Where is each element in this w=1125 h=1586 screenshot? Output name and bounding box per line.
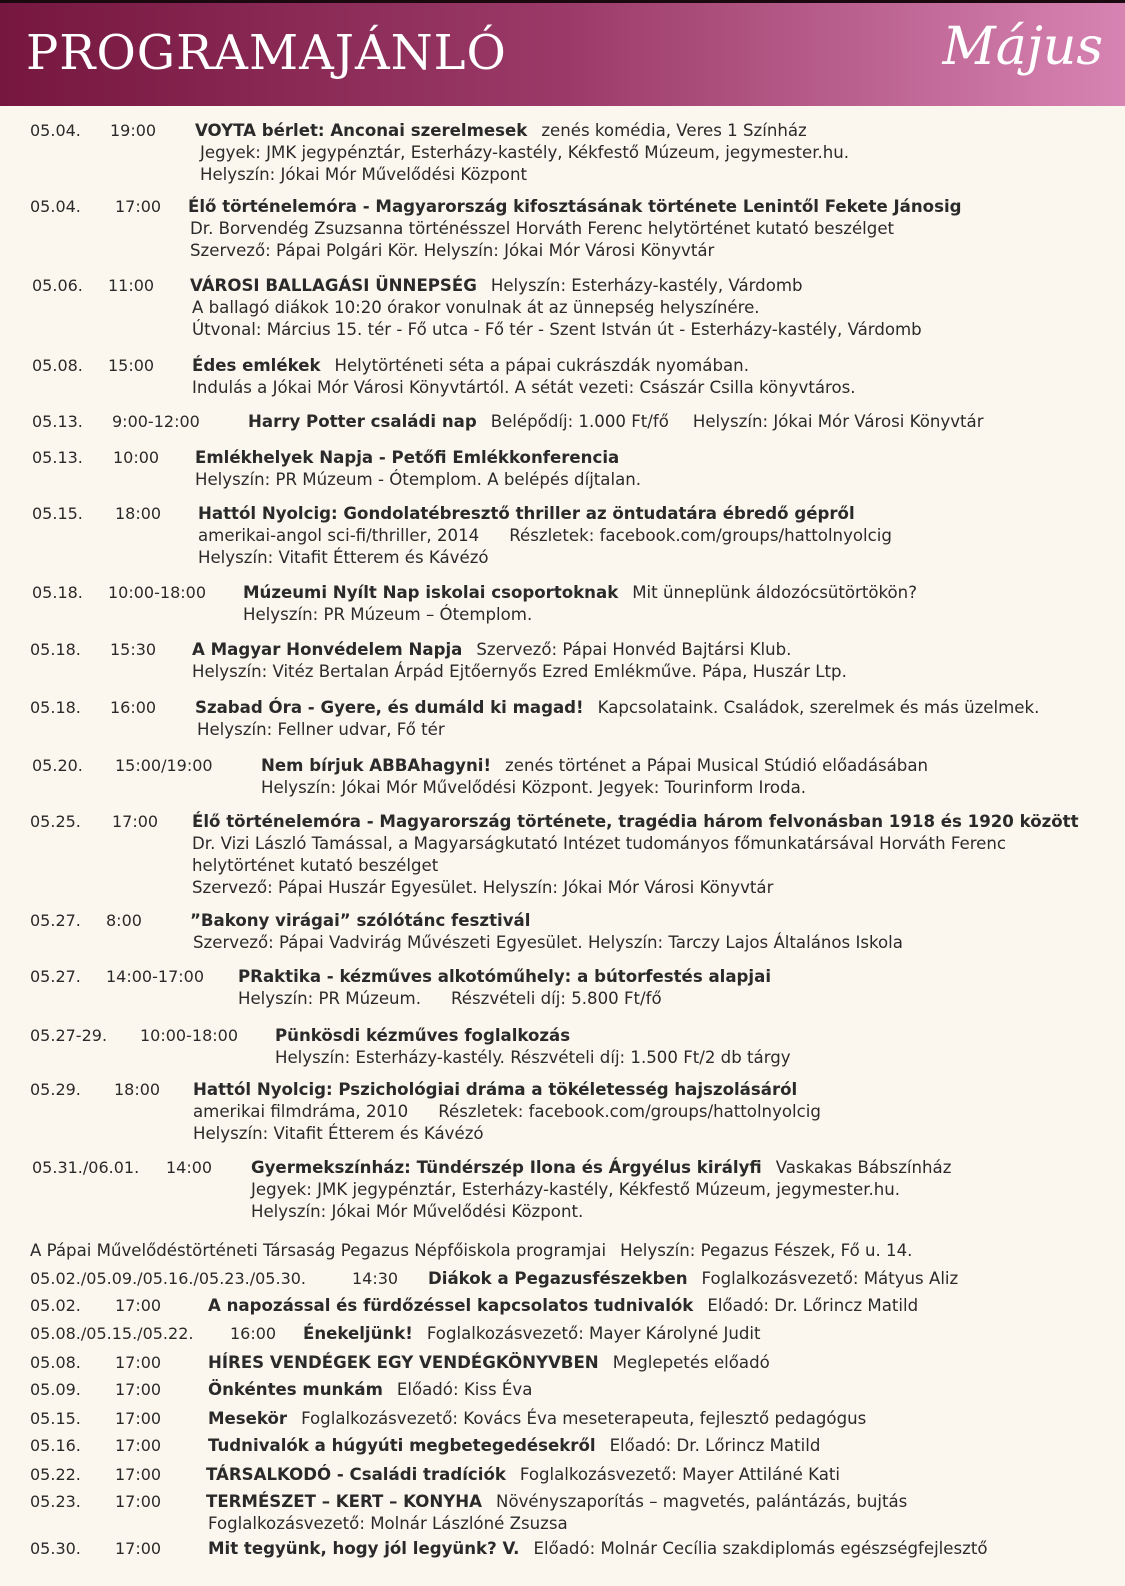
event-title: Édes emlékek [192,356,321,375]
event-date: 05.31./06.01. [32,1158,140,1177]
page-title: PROGRAMAJÁNLÓ [26,25,507,81]
pegazus-description: Foglalkozásvezető: Mayer Károlyné Judit [426,1324,761,1343]
event-date: 05.27. [30,911,81,930]
pegazus-title: TÁRSALKODÓ - Családi tradíciók [206,1465,506,1484]
pegazus-description: Előadó: Kiss Éva [396,1380,533,1399]
pegazus-date: 05.22. [30,1465,81,1484]
event-title: Hattól Nyolcig: Pszichológiai dráma a tökéletesség hajszolásáról [193,1080,798,1099]
event-title: Emlékhelyek Napja - Petőfi Emlékkonferencia [195,448,620,467]
pegazus-description: Foglalkozásvezető: Kovács Éva meseterapeuta, fejlesztő pedagógus [301,1409,867,1428]
event-detail-line: Indulás a Jókai Mór Városi Könyvtártól. A sétát vezeti: Császár Csilla könyvtáros. [192,378,856,397]
event-description: zenés történet a Pápai Musical Stúdió előadásában [505,756,929,775]
event-time: 14:00-17:00 [106,967,204,986]
event-date: 05.20. [32,756,83,775]
pegazus-time: 16:00 [230,1324,277,1343]
event-detail-line: Jegyek: JMK jegypénztár, Esterházy-kastély, Kékfestő Múzeum, jegymester.hu. [200,143,850,162]
pegazus-description: Meglepetés előadó [612,1353,770,1372]
pegazus-time: 14:30 [352,1269,399,1288]
pegazus-time: 17:00 [115,1409,162,1428]
event-date: 05.15. [32,504,83,523]
pegazus-title: Tudnivalók a húgyúti megbetegedésekről [208,1436,596,1455]
pegazus-time: 17:00 [115,1436,162,1455]
event-date: 05.25. [30,812,81,831]
pegazus-time: 17:00 [115,1296,162,1315]
event-time: 14:00 [166,1158,213,1177]
event-title: Nem bírjuk ABBAhagyni! [261,756,492,775]
pegazus-location: Helyszín: Pegazus Fészek, Fő u. 14. [620,1241,913,1260]
pegazus-heading: A Pápai Művelődéstörténeti Társaság Pegazus Népfőiskola programjai [30,1241,607,1260]
event-date: 05.18. [30,640,81,659]
pegazus-date: 05.30. [30,1539,81,1558]
pegazus-date: 05.02./05.09./05.16./05.23./05.30. [30,1269,307,1288]
pegazus-date: 05.15. [30,1409,81,1428]
pegazus-title: Mesekör [208,1409,288,1428]
pegazus-date: 05.02. [30,1296,81,1315]
event-subtitle: Helyszín: PR Múzeum. [238,989,421,1008]
pegazus-time: 17:00 [115,1380,162,1399]
event-title: VOYTA bérlet: Anconai szerelmesek [195,121,528,140]
event-detail-line: Szervező: Pápai Polgári Kör. Helyszín: Jókai Mór Városi Könyvtár [190,241,715,260]
pegazus-description: Foglalkozásvezető: Mayer Attiláné Kati [519,1465,841,1484]
header-banner [0,0,1125,106]
pegazus-description: Előadó: Dr. Lőrincz Matild [609,1436,821,1455]
pegazus-title: Diákok a Pegazusfészekben [428,1269,688,1288]
event-title: ”Bakony virágai” szólótánc fesztivál [190,911,531,930]
pegazus-time: 17:00 [115,1492,162,1511]
event-detail-line: Útvonal: Március 15. tér - Fő utca - Fő tér - Szent István út - Esterházy-kastély, Várdomb [192,320,922,339]
pegazus-title: TERMÉSZET – KERT – KONYHA [206,1492,483,1511]
event-subtitle: amerikai-angol sci-fi/thriller, 2014 [198,526,480,545]
pegazus-time: 17:00 [115,1539,162,1558]
event-title: Élő történelemóra - Magyarország kifosztásának története Lenintől Fekete Jánosig [188,197,962,216]
event-description: Szervező: Pápai Honvéd Bajtársi Klub. [476,640,792,659]
pegazus-time: 17:00 [115,1465,162,1484]
pegazus-title: Önkéntes munkám [208,1380,383,1399]
pegazus-date: 05.16. [30,1436,81,1455]
event-details: Részletek: facebook.com/groups/hattolnyolcig [438,1102,821,1121]
event-description: Vaskakas Bábszínház [775,1158,952,1177]
event-time: 16:00 [110,698,157,717]
event-time: 15:00/19:00 [115,756,213,775]
event-details: Részletek: facebook.com/groups/hattolnyolcig [509,526,892,545]
event-detail-line: Helyszín: Fellner udvar, Fő tér [197,720,445,739]
pegazus-description: Előadó: Molnár Cecília szakdiplomás egészségfejlesztő [533,1539,988,1558]
event-title: Élő történelemóra - Magyarország története, tragédia három felvonásban 1918 és 1920 között [192,812,1079,831]
event-time: 17:00 [112,812,159,831]
event-time: 18:00 [115,504,162,523]
event-title: VÁROSI BALLAGÁSI ÜNNEPSÉG [190,276,477,295]
event-detail-line: Helyszín: PR Múzeum - Ótemplom. A belépés díjtalan. [195,470,642,489]
event-detail-line: Szervező: Pápai Huszár Egyesület. Helyszín: Jókai Mór Városi Könyvtár [192,878,774,897]
event-date: 05.08. [32,356,83,375]
event-time: 17:00 [115,197,162,216]
event-description: Helyszín: Esterházy-kastély, Várdomb [490,276,803,295]
event-title: Gyermekszínház: Tündérszép Ilona és Árgyélus királyfi [251,1158,762,1177]
event-date: 05.06. [32,276,83,295]
pegazus-date: 05.09. [30,1380,81,1399]
event-date: 05.27. [30,967,81,986]
month-label: Május [942,17,1103,77]
event-title: PRaktika - kézműves alkotóműhely: a bútorfestés alapjai [238,967,772,986]
event-date: 05.27-29. [30,1026,108,1045]
event-date: 05.13. [32,448,83,467]
event-title: Pünkösdi kézműves foglalkozás [275,1026,571,1045]
event-subtitle: amerikai filmdráma, 2010 [193,1102,409,1121]
event-description: Helytörténeti séta a pápai cukrászdák nyomában. [334,356,749,375]
pegazus-title: Énekeljünk! [303,1324,413,1343]
event-date: 05.13. [32,412,83,431]
event-details: Részvételi díj: 5.800 Ft/fő [451,989,662,1008]
event-location: Helyszín: Jókai Mór Városi Könyvtár [692,412,984,431]
event-time: 15:30 [110,640,157,659]
event-detail-line: Helyszín: Vitafit Étterem és Kávézó [198,548,489,567]
event-detail-line: Szervező: Pápai Vadvirág Művészeti Egyesület. Helyszín: Tarczy Lajos Általános Iskola [193,933,903,952]
pegazus-extra: Foglalkozásvezető: Molnár Lászlóné Zsuzsa [208,1514,568,1533]
event-description: Belépődíj: 1.000 Ft/fő [490,412,669,431]
event-date: 05.29. [30,1080,81,1099]
pegazus-description: Növényszaporítás – magvetés, palántázás, bujtás [496,1492,908,1511]
event-time: 8:00 [106,911,142,930]
event-title: A Magyar Honvédelem Napja [192,640,463,659]
event-time: 10:00-18:00 [108,583,206,602]
event-date: 05.04. [30,197,81,216]
event-time: 19:00 [110,121,157,140]
pegazus-title: A napozással és fürdőzéssel kapcsolatos tudnivalók [208,1296,694,1315]
event-description: Kapcsolataink. Családok, szerelmek és más üzelmek. [597,698,1040,717]
pegazus-time: 17:00 [115,1353,162,1372]
event-description: zenés komédia, Veres 1 Színház [541,121,807,140]
event-time: 11:00 [108,276,155,295]
event-detail-line: Helyszín: Esterházy-kastély. Részvételi díj: 1.500 Ft/2 db tárgy [275,1048,791,1067]
event-time: 9:00-12:00 [112,412,200,431]
event-description: Mit ünneplünk áldozócsütörtökön? [632,583,918,602]
pegazus-title: Mit tegyünk, hogy jól legyünk? V. [208,1539,520,1558]
event-detail-line: Dr. Vizi László Tamással, a Magyarságkutató Intézet tudományos főmunkatársával Horváth Ferenc [192,834,1007,853]
pegazus-date: 05.23. [30,1492,81,1511]
event-time: 10:00-18:00 [140,1026,238,1045]
event-title: Múzeumi Nyílt Nap iskolai csoportoknak [243,583,619,602]
event-title: Harry Potter családi nap [248,412,477,431]
event-date: 05.18. [30,698,81,717]
pegazus-description: Foglalkozásvezető: Mátyus Aliz [701,1269,959,1288]
pegazus-date: 05.08./05.15./05.22. [30,1324,194,1343]
event-detail-line: Helyszín: Vitafit Étterem és Kávézó [193,1124,484,1143]
event-detail-line: Helyszín: PR Múzeum – Ótemplom. [243,605,533,624]
event-detail-line: Jegyek: JMK jegypénztár, Esterházy-kastély, Kékfestő Múzeum, jegymester.hu. [251,1180,901,1199]
event-detail-line: Helyszín: Jókai Mór Művelődési Központ [200,165,527,184]
event-detail-line: Helyszín: Vitéz Bertalan Árpád Ejtőernyős Ezred Emlékműve. Pápa, Huszár Ltp. [192,662,847,681]
event-date: 05.04. [30,121,81,140]
event-detail-line: Helyszín: Jókai Mór Művelődési Központ. [251,1202,584,1221]
event-title: Hattól Nyolcig: Gondolatébresztő thriller az öntudatára ébredő gépről [198,504,855,523]
event-detail-line: Helyszín: Jókai Mór Művelődési Központ. Jegyek: Tourinform Iroda. [261,778,807,797]
event-detail-line: A ballagó diákok 10:20 órakor vonulnak át az ünnepség helyszínére. [192,298,760,317]
event-detail-line: helytörténet kutató beszélget [192,856,439,875]
event-title: Szabad Óra - Gyere, és dumáld ki magad! [195,698,584,717]
event-time: 10:00 [113,448,160,467]
pegazus-description: Előadó: Dr. Lőrincz Matild [707,1296,919,1315]
pegazus-date: 05.08. [30,1353,81,1372]
pegazus-title: HÍRES VENDÉGEK EGY VENDÉGKÖNYVBEN [208,1353,599,1372]
event-time: 18:00 [114,1080,161,1099]
event-date: 05.18. [32,583,83,602]
event-detail-line: Dr. Borvendég Zsuzsanna történésszel Horváth Ferenc helytörténet kutató beszélget [190,219,895,238]
event-time: 15:00 [108,356,155,375]
